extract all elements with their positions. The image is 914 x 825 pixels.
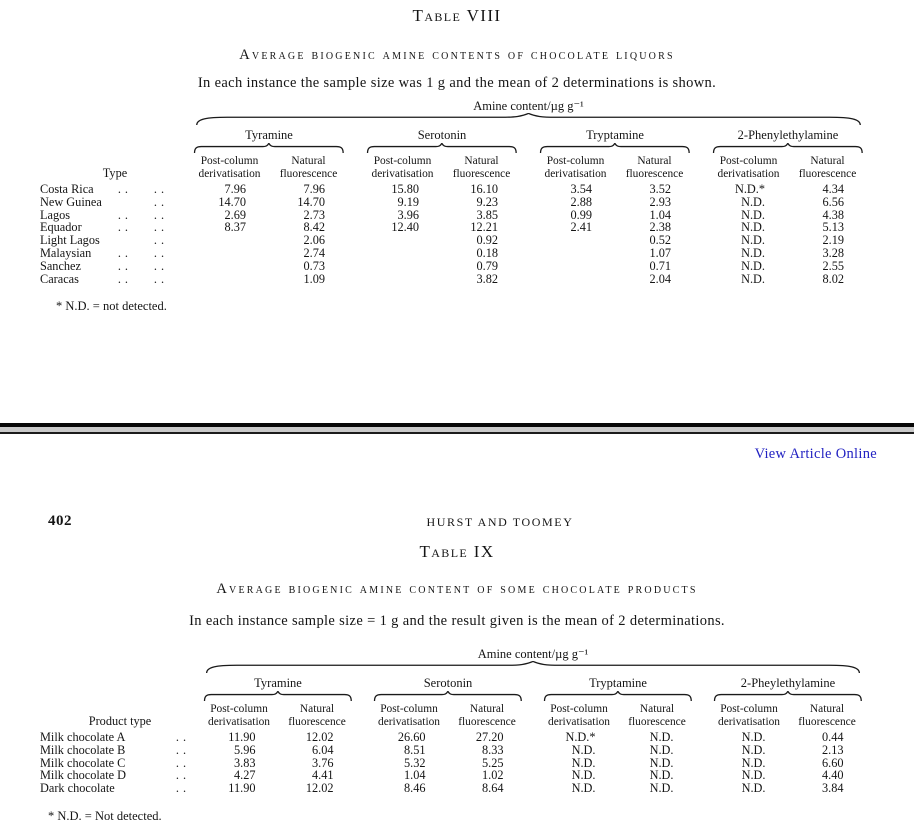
table-row (40, 273, 914, 286)
value-cell: N.D. (571, 768, 596, 783)
table-ix-rows (40, 731, 914, 795)
col-header-natural: Natural fluorescence (625, 155, 684, 180)
dot-leader: .. (175, 730, 191, 744)
value-cell: 6.60 (821, 755, 844, 770)
spanner-brace (190, 113, 867, 125)
group-brace (713, 691, 863, 701)
running-head-row (0, 513, 914, 531)
col-header-post-column: Post-column derivatisation (378, 703, 440, 728)
value-cell: 2.88 (570, 194, 592, 209)
running-head: HURST AND TOOMEY (426, 515, 574, 529)
value-cell: 12.21 (470, 220, 498, 235)
row-label: Sanchez .. (40, 258, 132, 273)
page-break-rule (0, 423, 914, 434)
amine-content-spanner: Amine content/µg g⁻¹ (473, 99, 584, 113)
value-cell (363, 234, 442, 247)
value-cell: N.D. (571, 742, 596, 757)
value-cell: N.D. (649, 768, 674, 783)
value-cell: 1.04 (649, 207, 671, 222)
table-row (40, 731, 914, 744)
table-row (40, 196, 914, 209)
value-cell: 27.20 (475, 730, 504, 744)
value-cell: 7.96 (303, 182, 325, 196)
row-label: Dark chocolate (40, 781, 115, 796)
value-cell: 2.74 (303, 245, 325, 260)
group-tryptamine: Tryptamine (536, 126, 694, 153)
table-ix (40, 645, 914, 795)
value-cell: 4.27 (233, 768, 256, 783)
value-cell: N.D. (741, 220, 765, 235)
value-cell: 3.82 (476, 271, 498, 286)
row-header-product-type: Product type (88, 714, 152, 728)
col-header-post-column: Post-column derivatisation (718, 703, 780, 728)
col-header-natural: Natural fluorescence (452, 155, 511, 180)
group-brace (543, 691, 693, 701)
value-cell: 5.32 (403, 755, 426, 770)
value-cell: N.D. (741, 245, 765, 260)
dot-leader: .. (175, 781, 191, 796)
dot-leader: .. (175, 755, 191, 770)
value-cell: N.D. (649, 755, 674, 770)
value-cell: 8.33 (481, 742, 504, 757)
table-viii-subtitle: Average biogenic amine contents of chocolate liquors (239, 47, 675, 63)
value-cell: 9.19 (397, 194, 419, 209)
value-cell: 11.90 (228, 781, 256, 796)
group-pheylethylamine: 2-Pheylethylamine (710, 674, 866, 701)
amine-content-spanner: Amine content/µg g⁻¹ (477, 647, 589, 661)
table-row (40, 183, 914, 196)
table-row (40, 260, 914, 273)
value-cell: N.D. (741, 755, 766, 770)
value-cell: N.D.* (565, 730, 596, 744)
row-label: Milk chocolate C (40, 755, 126, 770)
group-phenylethylamine: 2-Phenylethylamine (709, 126, 867, 153)
row-label: Costa Rica .. (40, 182, 132, 196)
value-cell: 4.41 (311, 768, 334, 783)
dot-leader: .. (153, 207, 169, 222)
value-cell: 3.76 (311, 755, 334, 770)
value-cell: 2.69 (224, 207, 246, 222)
value-cell: 4.34 (822, 182, 844, 196)
group-tyramine: Tyramine (200, 674, 356, 701)
row-label: Milk chocolate D (40, 768, 127, 783)
group-brace (366, 143, 518, 153)
value-cell: 0.99 (570, 207, 592, 222)
value-cell: 2.41 (570, 220, 592, 235)
value-cell: 0.92 (476, 233, 498, 248)
col-header-natural: Natural fluorescence (458, 703, 516, 728)
value-cell: 9.23 (476, 194, 498, 209)
value-cell (536, 234, 615, 247)
value-cell (190, 260, 269, 273)
page-number: 402 (48, 513, 72, 529)
dot-leader: .. (153, 194, 169, 209)
value-cell: 2.06 (303, 233, 325, 248)
dot-leader: .. (153, 271, 169, 286)
value-cell: 3.84 (821, 781, 844, 796)
value-cell: 12.40 (391, 220, 419, 235)
table-ix-footnote: * N.D. = Not detected. (48, 808, 162, 823)
table-viii-header (40, 97, 914, 183)
col-header-post-column: Post-column derivatisation (198, 155, 261, 180)
value-cell: 11.90 (228, 730, 256, 744)
col-header-natural: Natural fluorescence (798, 703, 856, 728)
col-header-natural: Natural fluorescence (628, 703, 686, 728)
value-cell (536, 273, 615, 286)
value-cell (363, 247, 442, 260)
table-row (40, 247, 914, 260)
row-label: Milk chocolate A (40, 730, 126, 744)
value-cell: N.D. (741, 207, 765, 222)
value-cell: 2.38 (649, 220, 671, 235)
value-cell: 5.96 (233, 742, 256, 757)
value-cell: 0.79 (476, 258, 498, 273)
value-cell: 3.52 (649, 182, 671, 196)
value-cell: 26.60 (397, 730, 426, 744)
table-ix-note: In each instance sample size = 1 g and the result given is the mean of 2 determinations. (189, 613, 725, 629)
col-header-post-column: Post-column derivatisation (544, 155, 607, 180)
value-cell: N.D. (741, 258, 765, 273)
value-cell: N.D. (741, 233, 765, 248)
value-cell: 3.83 (233, 755, 256, 770)
col-header-natural: Natural fluorescence (798, 155, 857, 180)
value-cell (363, 273, 442, 286)
value-cell (190, 234, 269, 247)
row-header-type: Type (102, 166, 128, 180)
value-cell: N.D.* (734, 182, 765, 196)
value-cell: 6.56 (822, 194, 844, 209)
table-viii-title: Table VIII (412, 6, 502, 25)
value-cell: 8.02 (822, 271, 844, 286)
table-viii-footnote: * N.D. = not detected. (56, 299, 167, 314)
value-cell: 8.51 (403, 742, 426, 757)
value-cell: 2.73 (303, 207, 325, 222)
value-cell: 3.85 (476, 207, 498, 222)
value-cell: 3.28 (822, 245, 844, 260)
group-brace (712, 143, 864, 153)
col-header-post-column: Post-column derivatisation (717, 155, 780, 180)
value-cell: 8.46 (403, 781, 426, 796)
table-row (40, 769, 914, 782)
col-header-post-column: Post-column derivatisation (208, 703, 270, 728)
value-cell: 1.09 (303, 271, 325, 286)
group-brace (193, 143, 345, 153)
dot-leader: .. (153, 182, 169, 196)
value-cell (190, 247, 269, 260)
group-tyramine: Tyramine (190, 126, 348, 153)
value-cell: 5.25 (481, 755, 504, 770)
value-cell: 0.52 (649, 233, 671, 248)
value-cell: N.D. (649, 781, 674, 796)
row-label: Malaysian .. (40, 245, 132, 260)
table-viii (40, 97, 914, 285)
value-cell: 2.04 (649, 271, 671, 286)
row-label: Milk chocolate B (40, 742, 126, 757)
value-cell (190, 273, 269, 286)
table-viii-rows (40, 183, 914, 285)
value-cell: 14.70 (218, 194, 246, 209)
rule-thin (0, 432, 914, 434)
row-label: Lagos .. (40, 207, 132, 222)
table-row (40, 782, 914, 795)
value-cell: N.D. (741, 768, 766, 783)
value-cell: N.D. (649, 730, 674, 744)
row-label: Light Lagos (40, 233, 100, 248)
row-label: New Guinea (40, 194, 102, 209)
dot-leader: .. (153, 220, 169, 235)
group-brace (373, 691, 523, 701)
value-cell: 0.44 (821, 730, 844, 744)
value-cell: 5.13 (822, 220, 844, 235)
dot-leader: .. (153, 245, 169, 260)
fragment-table-ix (0, 505, 914, 824)
value-cell: 12.02 (305, 730, 334, 744)
value-cell: 0.71 (649, 258, 671, 273)
table-ix-subtitle: Average biogenic amine content of some chocolate products (216, 581, 698, 597)
value-cell (363, 260, 442, 273)
value-cell: N.D. (741, 271, 765, 286)
value-cell (536, 247, 615, 260)
table-ix-header (40, 645, 914, 731)
row-label: Caracas .. (40, 271, 132, 286)
dot-leader: .. (153, 233, 169, 248)
value-cell: N.D. (571, 781, 596, 796)
dot-leader: .. (175, 768, 191, 783)
col-header-natural: Natural fluorescence (279, 155, 338, 180)
value-cell: 2.93 (649, 194, 671, 209)
group-tryptamine: Tryptamine (540, 674, 696, 701)
value-cell: 14.70 (297, 194, 325, 209)
row-label: Equador .. (40, 220, 132, 235)
value-cell: 2.55 (822, 258, 844, 273)
value-cell: 7.96 (224, 182, 246, 196)
table-viii-note: In each instance the sample size was 1 g and the mean of 2 determinations is shown. (197, 75, 717, 91)
value-cell: 8.37 (224, 220, 246, 235)
view-article-online-link[interactable]: View Article Online (754, 446, 877, 462)
value-cell: 1.04 (403, 768, 426, 783)
fragment-table-viii (0, 6, 914, 314)
table-row (40, 757, 914, 770)
group-serotonin: Serotonin (370, 674, 526, 701)
value-cell: 3.96 (397, 207, 419, 222)
group-brace (539, 143, 691, 153)
value-cell: 0.18 (476, 245, 498, 260)
value-cell: 8.42 (303, 220, 325, 235)
value-cell: 2.13 (821, 742, 844, 757)
table-ix-title: Table IX (419, 542, 495, 561)
value-cell (536, 260, 615, 273)
value-cell: N.D. (649, 742, 674, 757)
value-cell: 0.73 (303, 258, 325, 273)
value-cell: 8.64 (481, 781, 504, 796)
value-cell: 6.04 (311, 742, 334, 757)
value-cell: N.D. (741, 742, 766, 757)
value-cell: 15.80 (391, 182, 419, 196)
value-cell: 3.54 (570, 182, 592, 196)
value-cell: 16.10 (470, 182, 498, 196)
col-header-post-column: Post-column derivatisation (371, 155, 434, 180)
dot-leader: .. (175, 742, 191, 757)
value-cell: N.D. (741, 781, 766, 796)
value-cell: N.D. (741, 194, 765, 209)
col-header-post-column: Post-column derivatisation (548, 703, 610, 728)
value-cell: 4.40 (821, 768, 844, 783)
value-cell: N.D. (571, 755, 596, 770)
value-cell: 2.19 (822, 233, 844, 248)
value-cell: 1.02 (481, 768, 504, 783)
value-cell: 12.02 (305, 781, 334, 796)
col-header-natural: Natural fluorescence (288, 703, 346, 728)
spanner-brace (200, 661, 866, 673)
group-brace (203, 691, 353, 701)
group-serotonin: Serotonin (363, 126, 521, 153)
value-cell: 4.38 (822, 207, 844, 222)
value-cell: 1.07 (649, 245, 671, 260)
value-cell: N.D. (741, 730, 766, 744)
dot-leader: .. (153, 258, 169, 273)
table-row (40, 744, 914, 757)
